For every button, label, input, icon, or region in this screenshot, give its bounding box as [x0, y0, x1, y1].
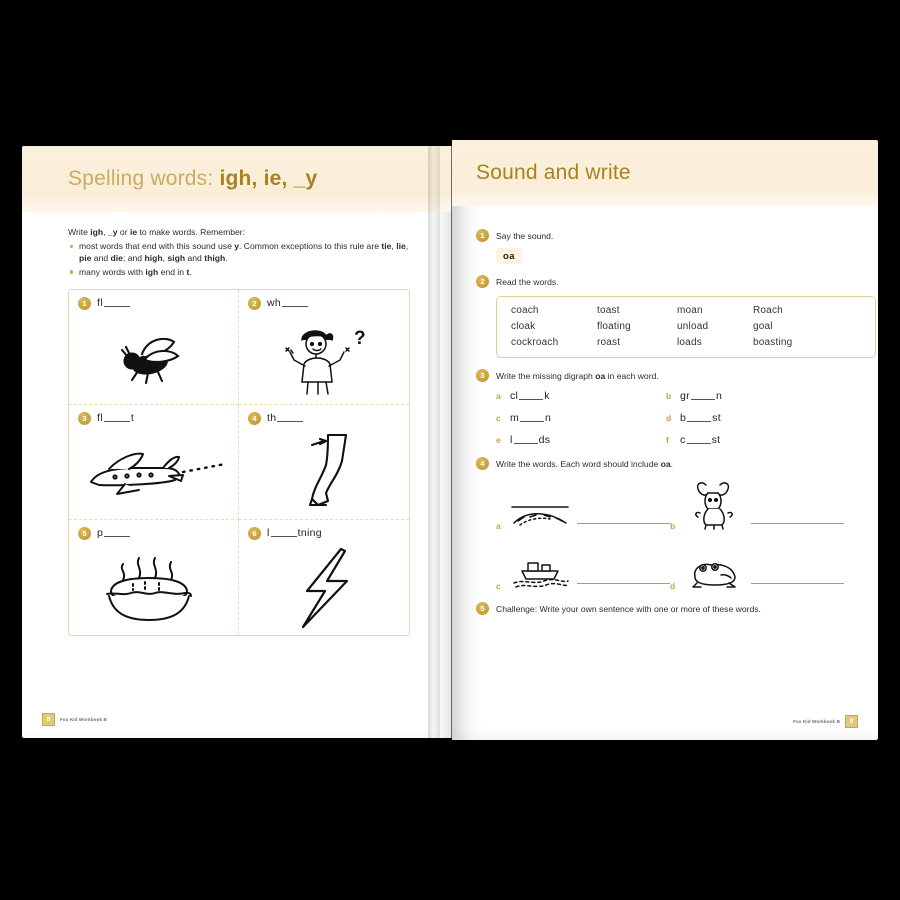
answer-line[interactable] — [751, 523, 844, 524]
cell-header — [78, 412, 238, 425]
left-page-body — [22, 212, 452, 636]
pie-illustration — [69, 546, 238, 631]
grid-cell[interactable] — [69, 405, 239, 520]
item-letter: c — [496, 580, 501, 591]
word-prompt: wh — [267, 297, 309, 309]
activity-instruction: Say the sound. — [496, 231, 554, 241]
answer-blank[interactable] — [104, 297, 130, 307]
answer-blank[interactable] — [104, 527, 130, 537]
word-item: moan — [677, 304, 703, 316]
word-item: loads — [677, 336, 702, 348]
activity-5 — [476, 602, 856, 615]
item-number-badge: 6 — [248, 527, 261, 540]
why-puzzled-person-illustration — [239, 316, 409, 400]
answer-blank[interactable] — [519, 390, 543, 400]
word-prompt: fl — [97, 297, 131, 309]
answer-blank[interactable] — [687, 412, 711, 422]
answer-line[interactable] — [577, 583, 670, 584]
answer-line[interactable] — [577, 523, 670, 524]
activity-instruction: Read the words. — [496, 277, 559, 288]
left-header-band — [22, 146, 452, 212]
fill-item[interactable] — [496, 412, 666, 424]
item-number-badge: 5 — [78, 527, 91, 540]
right-page — [452, 140, 878, 740]
item-letter: a — [496, 520, 501, 531]
word-item: Roach — [753, 304, 783, 316]
answer-blank[interactable] — [514, 434, 538, 444]
cell-header — [248, 297, 409, 310]
word-item: coach — [511, 304, 539, 316]
grid-cell[interactable] — [239, 405, 409, 520]
activity-2 — [476, 275, 856, 288]
cell-header — [248, 527, 409, 540]
word-item: floating — [597, 320, 631, 332]
answer-blank[interactable] — [687, 434, 711, 444]
cell-header — [248, 412, 409, 425]
fill-item[interactable] — [666, 434, 836, 446]
item-letter: f — [666, 435, 669, 446]
write-item[interactable] — [670, 479, 844, 531]
cell-header — [78, 297, 238, 310]
activity-number-badge: 1 — [476, 229, 489, 242]
answer-blank[interactable] — [691, 390, 715, 400]
footer-title: Fox Kid Workbook B — [60, 717, 107, 722]
svg-text:?: ? — [354, 327, 366, 349]
workbook-spread — [22, 140, 878, 740]
fill-in-grid — [496, 390, 836, 446]
fill-item[interactable] — [666, 412, 836, 424]
fill-word: m n — [510, 412, 552, 425]
item-number-badge: 4 — [248, 412, 261, 425]
left-page-title — [68, 167, 317, 191]
word-prompt: l tning — [267, 527, 322, 540]
write-item[interactable] — [496, 479, 670, 531]
activity-instruction: Challenge: Write your own sentence with one or more of these words. — [496, 603, 761, 614]
activity-number-badge: 4 — [476, 457, 489, 470]
item-letter: a — [496, 391, 501, 402]
left-instructions: Write igh, _y or ie to make words. Remember: — [68, 227, 246, 237]
answer-blank[interactable] — [282, 297, 308, 307]
write-item[interactable] — [496, 539, 670, 591]
activity-instruction: Write the words. Each word should include oa. — [496, 459, 674, 470]
cell-header — [78, 527, 238, 540]
word-item: roast — [597, 336, 621, 348]
item-letter: b — [670, 520, 676, 531]
right-page-footer — [793, 715, 858, 728]
word-item: boasting — [753, 336, 793, 348]
answer-blank[interactable] — [277, 412, 303, 422]
airplane-illustration — [69, 431, 238, 515]
fill-word: gr n — [680, 390, 723, 403]
rules-list — [68, 240, 422, 278]
road-illustration — [509, 479, 571, 531]
right-page-body — [452, 206, 878, 615]
word-list-box — [496, 296, 876, 358]
activity-1 — [476, 229, 856, 242]
grid-cell[interactable] — [239, 290, 409, 405]
item-letter: c — [496, 413, 501, 424]
fly-illustration — [69, 316, 238, 400]
item-number-badge: 1 — [78, 297, 91, 310]
rule-item: many words with igh end in t. — [79, 266, 422, 278]
item-letter: d — [670, 580, 676, 591]
word-item: toast — [597, 304, 620, 316]
write-item[interactable] — [670, 539, 844, 591]
word-item: cloak — [511, 320, 536, 332]
right-header-band — [452, 140, 878, 206]
answer-blank[interactable] — [271, 527, 297, 537]
activity-number-badge: 2 — [476, 275, 489, 288]
item-letter: e — [496, 435, 501, 446]
activity-number-badge: 5 — [476, 602, 489, 615]
left-page-footer — [42, 713, 107, 726]
fill-item[interactable] — [496, 434, 666, 446]
leg-thigh-illustration — [239, 431, 409, 515]
fill-word: b st — [680, 412, 721, 425]
answer-blank[interactable] — [104, 412, 130, 422]
page-number: 9 — [845, 715, 858, 728]
left-page — [22, 146, 452, 738]
sound-chip: oa — [496, 248, 522, 264]
word-prompt: p — [97, 527, 131, 539]
picture-word-grid — [68, 289, 410, 636]
rule-item: most words that end with this sound use y. Common exceptions to this rule are tie, lie, pie and die; and high, sigh and thigh. — [79, 240, 422, 264]
fill-item[interactable] — [666, 390, 836, 402]
word-item: unload — [677, 320, 709, 332]
activity-number-badge: 3 — [476, 369, 489, 382]
activity-3 — [476, 369, 856, 382]
answer-blank[interactable] — [520, 412, 544, 422]
boat-illustration — [509, 539, 571, 591]
page-number: 8 — [42, 713, 55, 726]
fill-word: cl k — [510, 390, 550, 403]
item-letter: d — [666, 413, 672, 424]
toad-illustration — [683, 539, 745, 591]
activity-4 — [476, 457, 856, 470]
word-prompt: fl t — [97, 412, 135, 425]
item-number-badge: 3 — [78, 412, 91, 425]
fill-item[interactable] — [496, 390, 666, 402]
grid-cell[interactable] — [239, 520, 409, 635]
grid-cell[interactable] — [69, 520, 239, 635]
word-prompt: th — [267, 412, 304, 424]
right-page-title: Sound and write — [476, 161, 631, 184]
lightning-bolt-illustration — [239, 546, 409, 631]
grid-cell[interactable] — [69, 290, 239, 405]
goat-illustration — [683, 479, 745, 531]
answer-line[interactable] — [751, 583, 844, 584]
write-words-grid — [496, 479, 844, 591]
fill-word: c st — [680, 434, 721, 447]
word-item: goal — [753, 320, 773, 332]
left-title-focus: igh, ie, _y — [219, 167, 318, 190]
left-title-prefix: Spelling words: — [68, 167, 220, 190]
item-number-badge: 2 — [248, 297, 261, 310]
activity-instruction: Write the missing digraph oa in each word. — [496, 370, 659, 381]
word-item: cockroach — [511, 336, 559, 348]
fill-word: l ds — [510, 434, 551, 447]
footer-title: Fox Kid Workbook B — [793, 719, 840, 724]
item-letter: b — [666, 391, 672, 402]
